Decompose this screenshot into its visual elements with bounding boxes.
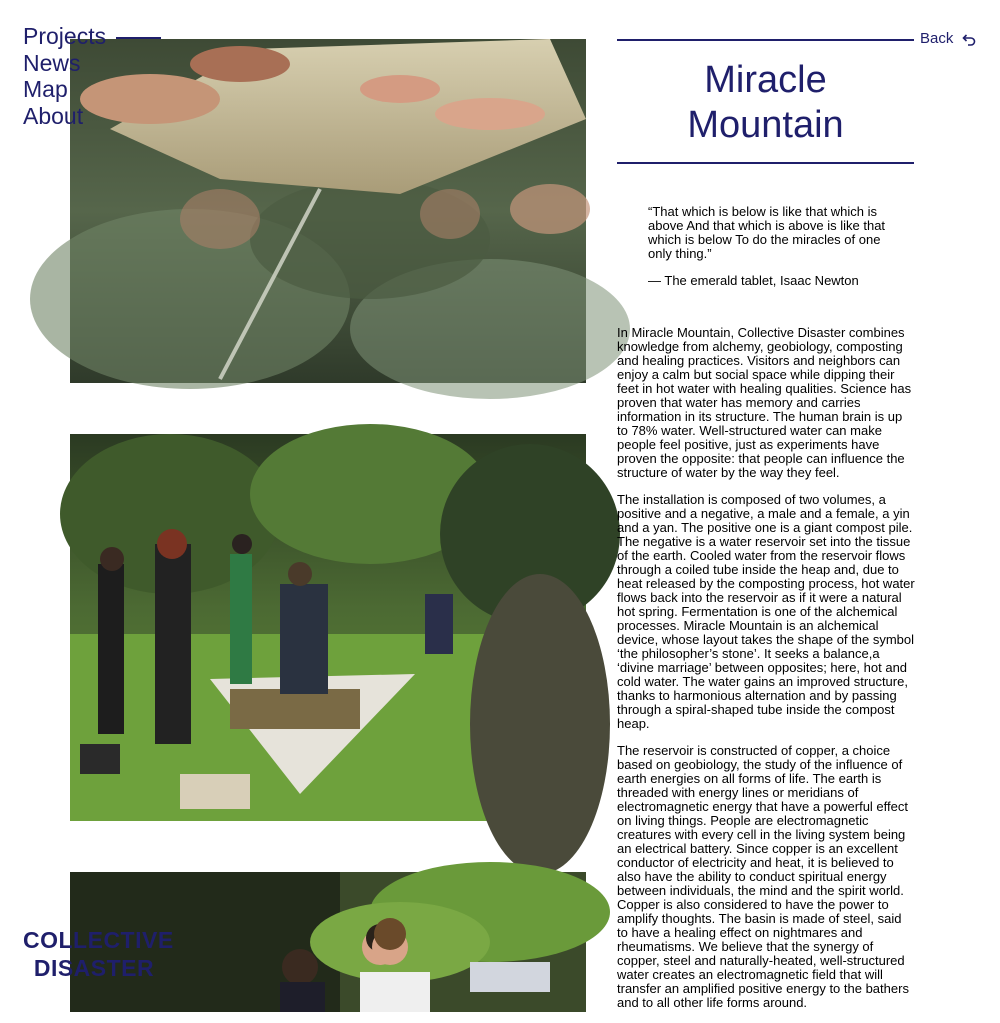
epigraph-quote [648,205,893,288]
nav-item-map[interactable]: Map [23,76,68,102]
quote-attribution: — The emerald tablet, Isaac Newton [648,273,859,288]
nav-item-news[interactable]: News [23,49,81,76]
main-nav [23,23,106,129]
photo-garden-installation [70,434,586,821]
title-line-2: Mountain [687,104,844,146]
quote-text: “That which is below is like that which is above And that which is above is like that which is below To do the miracles of one only thing.” [648,204,886,261]
back-label: Back [920,30,954,47]
return-arrow-icon [960,31,976,47]
title-bottom-rule [617,162,914,164]
nav-item-about[interactable]: About [23,102,84,129]
site-logo[interactable] [23,926,174,982]
nav-item-projects[interactable]: Projects [23,23,107,49]
logo-line-2: DISASTER [33,955,155,981]
photo-feet-in-basin [70,39,586,383]
description-paragraph-2: The installation is composed of two volumes, a positive and a negative, a male and a female, a yin and a yan. The positive one is a giant compost pile. The negative is a water reservoir set into the tissue of the earth. Cooled water from the reservoir flows through a coiled tube inside the heap and, due to heat released by the composting process, hot water flows back into the reservoir as if it were a natural hot spring. Fermentation is one of the alchemical processes. Miracle Mountain is an alchemical device, whose layout takes the shape of the symbol ‘the philosopher’s stone’. It seeks a balance,a ‘divine marriage’ between opposites; here, hot and cold water. The water gains an improved structure, thanks to harmonious alternation and by passing through a spiral-shaped tube inside the compost heap. [617,492,915,731]
nav-active-indicator [116,37,161,39]
back-button[interactable] [920,30,976,47]
description-paragraph-1: In Miracle Mountain, Collective Disaster combines knowledge from alchemy, geobiology, composting and healing practices. Visitors and neighbors can enjoy a calm but social space while dipping their feet in hot water with healing qualities. Science has proven that water has memory and carries information in its structure. The human brain is up to 78% water. Well-structured water can make people feel positive, just as experiments have proven the opposite: that people can influence the structure of water by the way they feel. [617,325,912,480]
title-line-1: Miracle [704,59,827,101]
project-description [617,326,915,1023]
description-paragraph-3: The reservoir is constructed of copper, a choice based on geobiology, the study of the influence of earth energies on all forms of life. The earth is threaded with energy lines or meridians of electromagnetic energy that have a powerful effect on living things. People are electromagnetic creatures with every cell in the living system being an electrical battery. Since copper is an excellent conductor of electricity and heat, it is believed to also have the ability to conduct spiritual energy between individuals, the mind and the spirit world. Copper is also considered to have the power to amplify thoughts. The basin is made of steel, said to have a healing effect on nightmares and rheumatisms. We believe that the synergy of copper, steel and naturally-heated, well-structured water creates an electromagnetic field that will transfer an amplified positive energy to the bathers and to all other life forms around. [617,743,909,1010]
page-title [617,58,914,148]
logo-line-1: COLLECTIVE [23,927,174,953]
header-top-rule [617,39,914,41]
